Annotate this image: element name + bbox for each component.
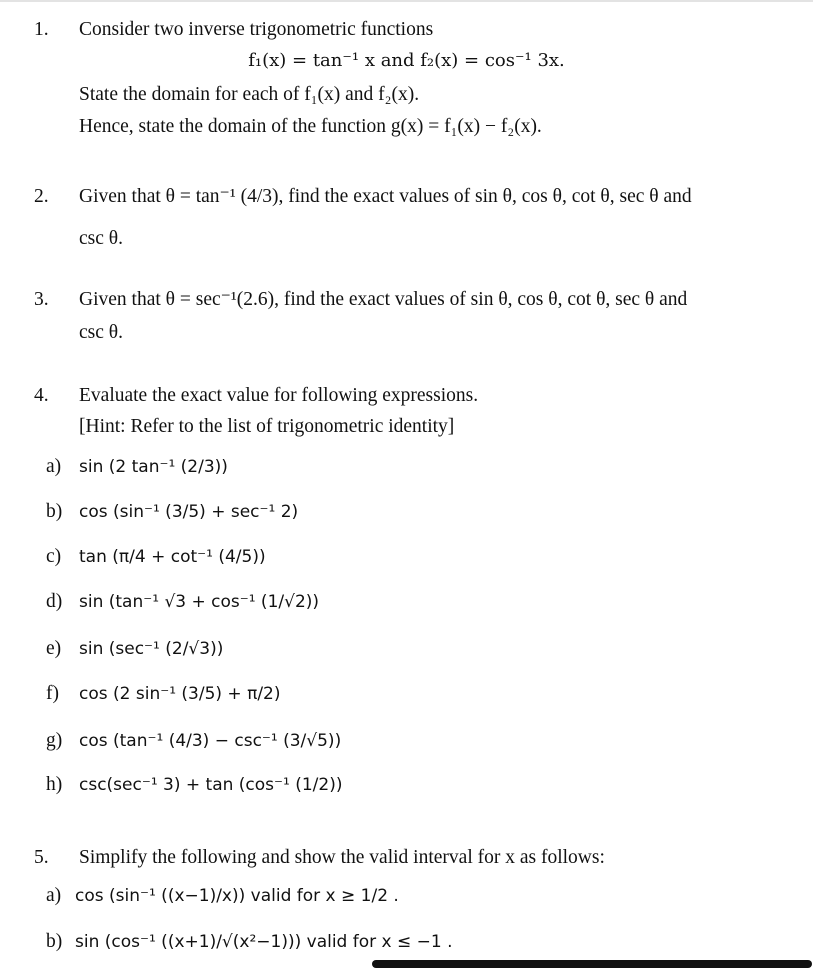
home-indicator-bar (372, 960, 812, 968)
part-expression: sin (cos⁻¹ ((x+1)/√(x²−1))) valid for x ≤ −1 . (75, 932, 453, 952)
question-number: 1. (34, 19, 49, 40)
part-label: d) (46, 591, 63, 612)
question-number: 2. (34, 186, 49, 207)
part-expression: cos (sin⁻¹ (3/5) + sec⁻¹ 2) (79, 502, 299, 522)
part-label: a) (46, 456, 62, 477)
question-number: 5. (34, 847, 49, 868)
part-expression: cos (sin⁻¹ ((x−1)/x)) valid for x ≥ 1/2 . (75, 886, 399, 906)
part-label: c) (46, 546, 62, 567)
part-label: e) (46, 638, 62, 659)
q1-functions: f₁(x) = tan⁻¹ x and f₂(x) = cos⁻¹ 3x. (248, 50, 565, 71)
top-rule (0, 0, 813, 2)
part-label: g) (46, 730, 63, 751)
question-text: Consider two inverse trigonometric functions (79, 19, 434, 40)
part-expression: csc(sec⁻¹ 3) + tan (cos⁻¹ (1/2)) (79, 775, 343, 795)
question-text: Simplify the following and show the valid interval for x as follows: (79, 847, 605, 868)
part-expression: sin (sec⁻¹ (2/√3)) (79, 639, 224, 659)
part-label: h) (46, 774, 63, 795)
part-label: a) (46, 885, 62, 906)
question-number: 3. (34, 289, 49, 310)
part-expression: sin (tan⁻¹ √3 + cos⁻¹ (1/√2)) (79, 592, 320, 612)
part-label: f) (46, 683, 59, 704)
part-expression: tan (π/4 + cot⁻¹ (4/5)) (79, 547, 266, 567)
part-expression: cos (2 sin⁻¹ (3/5) + π/2) (79, 684, 281, 704)
part-expression: sin (2 tan⁻¹ (2/3)) (79, 457, 228, 477)
part-label: b) (46, 931, 63, 952)
part-expression: cos (tan⁻¹ (4/3) − csc⁻¹ (3/√5)) (79, 731, 342, 751)
part-label: b) (46, 501, 63, 522)
question-number: 4. (34, 385, 49, 406)
question-text: Given that θ = sec⁻¹(2.6), find the exact values of sin θ, cos θ, cot θ, sec θ and (79, 289, 688, 310)
question-text: Evaluate the exact value for following expressions. (79, 385, 479, 406)
question-text: Given that θ = tan⁻¹ (4/3), find the exact values of sin θ, cos θ, cot θ, sec θ and (79, 186, 692, 207)
